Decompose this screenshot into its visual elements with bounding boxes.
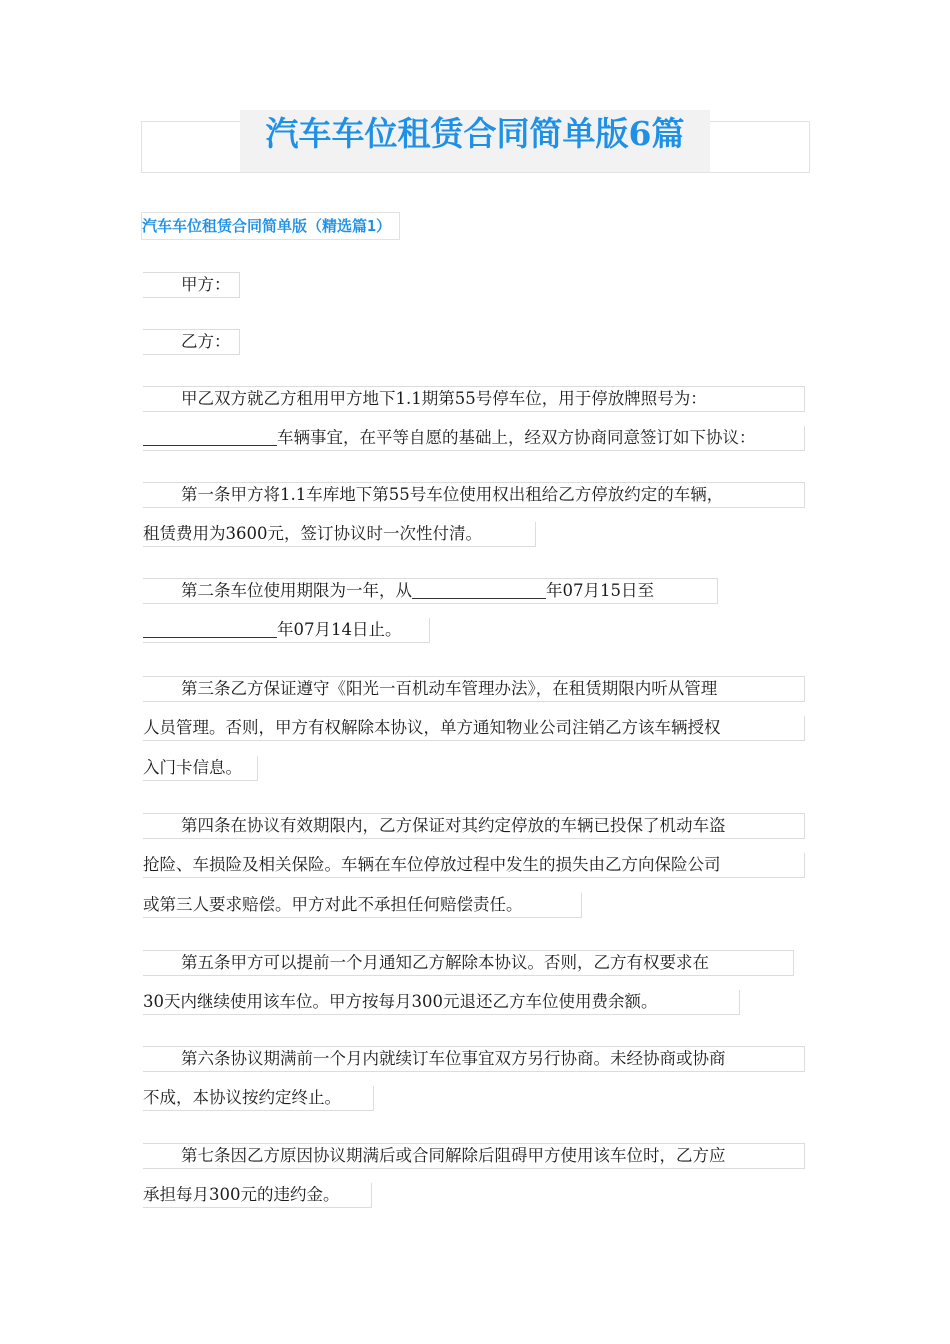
article-2-line-2	[143, 618, 430, 643]
article-6-text-1: 第六条协议期满前一个月内就续订车位事宜双方另行协商。未经协商或协商	[181, 1049, 726, 1068]
article-4-line-1	[143, 813, 805, 839]
article-4-text-1: 第四条在协议有效期限内，乙方保证对其约定停放的车辆已投保了机动车盗	[181, 816, 726, 835]
plate-number-blank	[143, 428, 277, 446]
article-6-line-2	[143, 1086, 374, 1111]
article-1-line-2	[143, 522, 536, 547]
article-7-line-1	[143, 1143, 805, 1169]
article-6-text-2: 不成，本协议按约定终止。	[143, 1088, 341, 1107]
article-3-text-3: 入门卡信息。	[143, 758, 242, 777]
article-3-line-2	[143, 716, 805, 741]
article-2-text-1b: 年07月15日至	[546, 581, 654, 600]
article-1-line-1	[143, 482, 805, 508]
article-2-line-1	[143, 578, 718, 604]
article-5-line-1	[143, 950, 794, 976]
article-6-line-1	[143, 1046, 805, 1072]
article-2-text-1a: 第二条车位使用期限为一年，从	[181, 581, 412, 600]
article-1-text-1: 第一条甲方将1.1车库地下第55号车位使用权出租给乙方停放约定的车辆，	[181, 485, 724, 504]
party-a-line	[143, 272, 240, 298]
article-5-text-1: 第五条甲方可以提前一个月通知乙方解除本协议。否则，乙方有权要求在	[181, 953, 709, 972]
article-4-text-2: 抢险、车损险及相关保险。车辆在车位停放过程中发生的损失由乙方向保险公司	[143, 855, 721, 874]
article-4-line-3	[143, 893, 582, 918]
party-b-label: 乙方：	[181, 332, 231, 351]
party-a-label: 甲方：	[181, 275, 231, 294]
article-4-text-3: 或第三人要求赔偿。甲方对此不承担任何赔偿责任。	[143, 895, 523, 914]
intro-line-2	[143, 426, 805, 451]
intro-text-1: 甲乙双方就乙方租用甲方地下1.1期第55号停车位，用于停放牌照号为：	[181, 389, 707, 408]
start-year-blank	[412, 581, 546, 599]
article-2-text-2: 年07月14日止。	[277, 620, 402, 639]
article-7-text-1: 第七条因乙方原因协议期满后或合同解除后阻碍甲方使用该车位时，乙方应	[181, 1146, 726, 1165]
party-b-line	[143, 329, 240, 355]
intro-text-2: 车辆事宜，在平等自愿的基础上，经双方协商同意签订如下协议：	[277, 428, 756, 447]
end-year-blank	[143, 620, 277, 638]
article-5-line-2	[143, 990, 740, 1015]
article-7-line-2	[143, 1183, 372, 1208]
article-3-line-1	[143, 676, 805, 702]
article-5-text-2: 30天内继续使用该车位。甲方按每月300元退还乙方车位使用费余额。	[143, 992, 658, 1011]
section-heading: 汽车车位租赁合同简单版（精选篇1）	[141, 212, 400, 240]
intro-line-1	[143, 386, 805, 412]
article-1-text-2: 租赁费用为3600元，签订协议时一次性付清。	[143, 524, 482, 543]
article-4-line-2	[143, 853, 805, 878]
article-3-line-3	[143, 756, 258, 781]
article-3-text-1: 第三条乙方保证遵守《阳光一百机动车管理办法》，在租赁期限内听从管理	[181, 679, 718, 698]
document-title: 汽车车位租赁合同简单版6篇	[240, 110, 710, 172]
article-3-text-2: 人员管理。否则，甲方有权解除本协议，单方通知物业公司注销乙方该车辆授权	[143, 718, 721, 737]
article-7-text-2: 承担每月300元的违约金。	[143, 1185, 340, 1204]
